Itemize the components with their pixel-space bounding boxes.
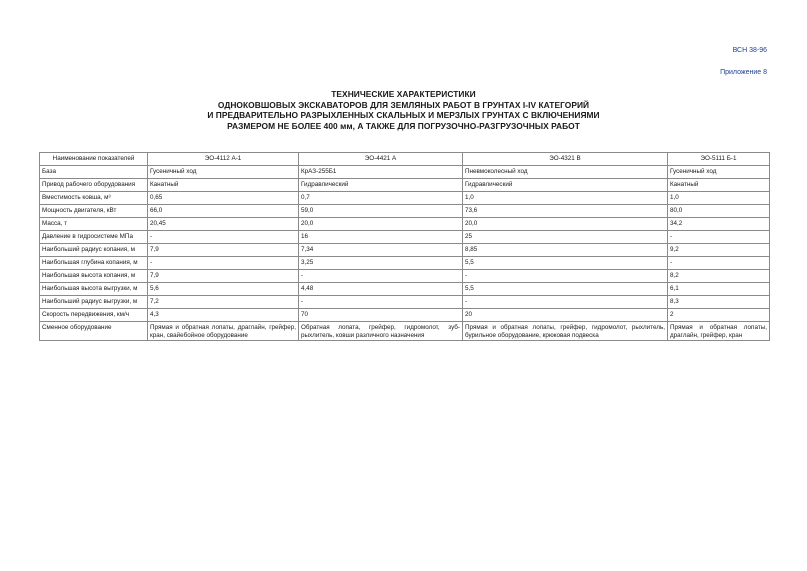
value-cell: 7,2	[148, 296, 299, 309]
parameter-cell: Масса, т	[40, 218, 148, 231]
document-title	[0, 89, 807, 131]
value-cell: 7,34	[299, 244, 463, 257]
column-header-eo-4421: ЭО-4421 А	[299, 153, 463, 166]
value-cell: Канатный	[668, 179, 770, 192]
value-cell: 5,5	[463, 257, 668, 270]
value-cell: 6,1	[668, 283, 770, 296]
value-cell: 8,2	[668, 270, 770, 283]
parameter-cell: Скорость передвижения, км/ч	[40, 309, 148, 322]
table-row	[40, 270, 770, 283]
value-cell: 66,0	[148, 205, 299, 218]
value-cell: 7,9	[148, 270, 299, 283]
parameter-cell: Привод рабочего оборудования	[40, 179, 148, 192]
table-row	[40, 179, 770, 192]
value-cell: 5,6	[148, 283, 299, 296]
value-cell: 2	[668, 309, 770, 322]
value-cell: 0,65	[148, 192, 299, 205]
value-cell: 20,45	[148, 218, 299, 231]
column-header-eo-4321: ЭО-4321 В	[463, 153, 668, 166]
table-row	[40, 205, 770, 218]
title-line: ТЕХНИЧЕСКИЕ ХАРАКТЕРИСТИКИ	[331, 89, 476, 99]
value-cell: 70	[299, 309, 463, 322]
parameter-cell: Давление в гидросистеме МПа	[40, 231, 148, 244]
value-cell: -	[299, 296, 463, 309]
value-cell: 0,7	[299, 192, 463, 205]
table-row	[40, 296, 770, 309]
value-cell: Гусеничный ход	[148, 166, 299, 179]
value-cell: -	[299, 270, 463, 283]
parameter-cell: Сменное оборудование	[40, 322, 148, 341]
value-cell: 80,0	[668, 205, 770, 218]
value-cell: 1,0	[463, 192, 668, 205]
value-cell: -	[668, 231, 770, 244]
table-row	[40, 192, 770, 205]
value-cell: Прямая и обратная лопаты, драглайн, грейфер, кран, свайебойное оборудование	[148, 322, 299, 341]
parameter-cell: Вместимость ковша, м³	[40, 192, 148, 205]
column-header-eo-4112: ЭО-4112 А-1	[148, 153, 299, 166]
table-header-row	[40, 153, 770, 166]
value-cell: Гидравлический	[463, 179, 668, 192]
specifications-table	[39, 152, 770, 341]
table-row	[40, 244, 770, 257]
document-code: ВСН 38-96	[732, 47, 767, 54]
value-cell: 16	[299, 231, 463, 244]
table-row	[40, 309, 770, 322]
value-cell: -	[463, 296, 668, 309]
title-line: И ПРЕДВАРИТЕЛЬНО РАЗРЫХЛЕННЫХ СКАЛЬНЫХ И МЕРЗЛЫХ ГРУНТАХ С ВКЛЮЧЕНИЯМИ	[207, 110, 600, 120]
value-cell: -	[148, 257, 299, 270]
table-row	[40, 166, 770, 179]
value-cell: Прямая и обратная лопаты, драглайн, грейфер, кран	[668, 322, 770, 341]
value-cell: Пневмоколесный ход	[463, 166, 668, 179]
column-header-parameter: Наименование показателей	[40, 153, 148, 166]
value-cell: Обратная лопата, грейфер, гидромолот, зуб-рыхлитель, ковши различного назначения	[299, 322, 463, 341]
parameter-cell: Наибольший радиус копания, м	[40, 244, 148, 257]
value-cell: 20,0	[463, 218, 668, 231]
table-row	[40, 231, 770, 244]
value-cell: 7,9	[148, 244, 299, 257]
parameter-cell: База	[40, 166, 148, 179]
column-header-eo-5111: ЭО-5111 Б-1	[668, 153, 770, 166]
value-cell: 8,85	[463, 244, 668, 257]
value-cell: 73,6	[463, 205, 668, 218]
parameter-cell: Наибольшая глубина копания, м	[40, 257, 148, 270]
value-cell: -	[463, 270, 668, 283]
value-cell: 1,0	[668, 192, 770, 205]
value-cell: 59,0	[299, 205, 463, 218]
value-cell: Канатный	[148, 179, 299, 192]
table-row	[40, 257, 770, 270]
title-line: РАЗМЕРОМ НЕ БОЛЕЕ 400 мм, А ТАКЖЕ ДЛЯ ПОГРУЗОЧНО-РАЗГРУЗОЧНЫХ РАБОТ	[227, 120, 580, 131]
value-cell: 8,3	[668, 296, 770, 309]
parameter-cell: Наибольшая высота выгрузки, м	[40, 283, 148, 296]
value-cell: 4,48	[299, 283, 463, 296]
parameter-cell: Наибольшая высота копания, м	[40, 270, 148, 283]
value-cell: 20,0	[299, 218, 463, 231]
value-cell: -	[148, 231, 299, 244]
table-row	[40, 283, 770, 296]
appendix-label: Приложение 8	[720, 69, 767, 76]
parameter-cell: Мощность двигателя, кВт	[40, 205, 148, 218]
value-cell: 4,3	[148, 309, 299, 322]
value-cell: Гидравлический	[299, 179, 463, 192]
table-row	[40, 218, 770, 231]
value-cell: 34,2	[668, 218, 770, 231]
parameter-cell: Наибольший радиус выгрузки, м	[40, 296, 148, 309]
value-cell: -	[668, 257, 770, 270]
value-cell: 3,25	[299, 257, 463, 270]
value-cell: КрАЗ-255Б1	[299, 166, 463, 179]
value-cell: 9,2	[668, 244, 770, 257]
value-cell: 25	[463, 231, 668, 244]
table-row	[40, 322, 770, 341]
value-cell: Гусеничный ход	[668, 166, 770, 179]
value-cell: Прямая и обратная лопаты, грейфер, гидромолот, рыхлитель, бурильное оборудование, крюковая подвеска	[463, 322, 668, 341]
value-cell: 5,5	[463, 283, 668, 296]
title-line: ОДНОКОВШОВЫХ ЭКСКАВАТОРОВ ДЛЯ ЗЕМЛЯНЫХ РАБОТ В ГРУНТАХ I-IV КАТЕГОРИЙ	[217, 99, 590, 110]
value-cell: 20	[463, 309, 668, 322]
